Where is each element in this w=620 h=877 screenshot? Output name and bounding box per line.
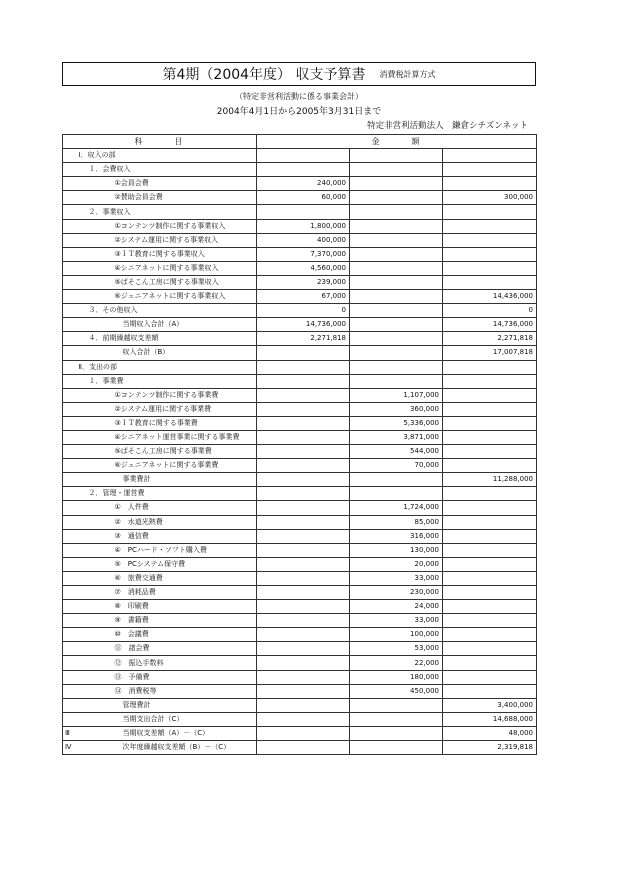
row-subject: Ⅱ．支出の部	[77, 360, 257, 374]
accounting-note: （特定非営利活動に係る事業会計）	[235, 92, 363, 101]
row-subject: ③ＩＴ教育に関する事業収入	[77, 247, 257, 261]
row-subject: 次年度繰越収支差額（B）－（C）	[77, 741, 257, 755]
amount-col-a	[257, 614, 350, 628]
row-section-number	[63, 416, 77, 430]
amount-col-b: 130,000	[350, 543, 443, 557]
amount-col-b	[350, 741, 443, 755]
row-section-number	[63, 304, 77, 318]
table-row	[63, 628, 537, 642]
table-row	[63, 332, 537, 346]
amount-col-a: 240,000	[257, 177, 350, 191]
table-row	[63, 698, 537, 712]
organization-name: 特定非営利活動法人 鎌倉シチズンネット	[367, 121, 528, 131]
amount-col-b	[350, 360, 443, 374]
row-section-number	[63, 628, 77, 642]
row-subject: ３．その他収入	[77, 304, 257, 318]
row-section-number	[63, 684, 77, 698]
row-section-number	[63, 501, 77, 515]
amount-col-c	[443, 247, 537, 261]
row-subject: ⑨ 書籍費	[77, 614, 257, 628]
row-subject: ④シニアネット運営事業に関する事業費	[77, 430, 257, 444]
row-section-number	[63, 712, 77, 726]
row-section-number: Ⅲ	[63, 726, 77, 740]
amount-col-c	[443, 543, 537, 557]
row-section-number	[63, 177, 77, 191]
amount-col-c	[443, 416, 537, 430]
row-subject: ⑫ 振込手数料	[77, 656, 257, 670]
row-subject: ⑥ジュニアネットに関する事業費	[77, 459, 257, 473]
amount-col-a	[257, 205, 350, 219]
amount-col-a	[257, 515, 350, 529]
row-section-number	[63, 290, 77, 304]
amount-col-a	[257, 430, 350, 444]
amount-col-a: 60,000	[257, 191, 350, 205]
budget-table-body	[63, 135, 537, 755]
amount-col-c: 0	[443, 304, 537, 318]
amount-col-a	[257, 501, 350, 515]
table-row	[63, 571, 537, 585]
table-row	[63, 600, 537, 614]
table-row	[63, 247, 537, 261]
row-section-number	[63, 487, 77, 501]
amount-col-b	[350, 290, 443, 304]
amount-col-b: 3,871,000	[350, 430, 443, 444]
row-subject: ⑧ 印刷費	[77, 600, 257, 614]
row-subject: ⑩ 会議費	[77, 628, 257, 642]
amount-col-c: 17,007,818	[443, 346, 537, 360]
table-row	[63, 515, 537, 529]
amount-col-b	[350, 726, 443, 740]
table-row	[63, 656, 537, 670]
row-subject: ⑥ 旅費交通費	[77, 571, 257, 585]
row-section-number	[63, 374, 77, 388]
row-section-number	[63, 571, 77, 585]
amount-col-b	[350, 487, 443, 501]
row-section-number	[63, 388, 77, 402]
amount-col-b	[350, 261, 443, 275]
row-subject: ２．事業収入	[77, 205, 257, 219]
amount-col-c: 14,688,000	[443, 712, 537, 726]
table-row	[63, 290, 537, 304]
table-row	[63, 586, 537, 600]
amount-col-c: 300,000	[443, 191, 537, 205]
amount-col-b	[350, 247, 443, 261]
amount-col-a: 14,736,000	[257, 318, 350, 332]
row-subject: ③ＩＴ教育に関する事業費	[77, 416, 257, 430]
document-subtitle: 消費税計算方式	[379, 69, 436, 79]
row-subject: ⑦ 消耗品費	[77, 586, 257, 600]
amount-col-c	[443, 557, 537, 571]
amount-col-a: 400,000	[257, 233, 350, 247]
amount-col-b: 85,000	[350, 515, 443, 529]
amount-col-c: 3,400,000	[443, 698, 537, 712]
row-subject: １．事業費	[77, 374, 257, 388]
amount-col-a	[257, 149, 350, 163]
amount-col-b	[350, 712, 443, 726]
amount-col-b	[350, 149, 443, 163]
amount-col-a	[257, 416, 350, 430]
amount-col-b	[350, 374, 443, 388]
amount-col-a	[257, 670, 350, 684]
amount-column-header: 金 額	[257, 135, 537, 149]
row-section-number	[63, 529, 77, 543]
amount-col-c	[443, 614, 537, 628]
amount-col-c	[443, 656, 537, 670]
amount-col-c	[443, 571, 537, 585]
amount-col-c	[443, 275, 537, 289]
table-row	[63, 205, 537, 219]
amount-col-a	[257, 487, 350, 501]
row-section-number	[63, 614, 77, 628]
row-subject: ④シニアネットに関する事業収入	[77, 261, 257, 275]
table-row	[63, 360, 537, 374]
amount-col-b: 230,000	[350, 586, 443, 600]
amount-col-a	[257, 360, 350, 374]
table-row	[63, 219, 537, 233]
row-subject: ② 水道光熱費	[77, 515, 257, 529]
row-section-number	[63, 473, 77, 487]
table-row	[63, 318, 537, 332]
amount-col-c: 11,288,000	[443, 473, 537, 487]
row-subject: 管理費計	[77, 698, 257, 712]
amount-col-b	[350, 177, 443, 191]
amount-col-b	[350, 233, 443, 247]
row-subject: ①会員会費	[77, 177, 257, 191]
amount-col-a: 67,000	[257, 290, 350, 304]
amount-col-a	[257, 557, 350, 571]
amount-col-a: 7,370,000	[257, 247, 350, 261]
row-subject: ③ 通信費	[77, 529, 257, 543]
amount-col-a	[257, 571, 350, 585]
amount-col-a: 1,800,000	[257, 219, 350, 233]
amount-col-b: 5,336,000	[350, 416, 443, 430]
amount-col-c: 2,319,818	[443, 741, 537, 755]
amount-col-b	[350, 318, 443, 332]
table-row	[63, 445, 537, 459]
amount-col-a	[257, 741, 350, 755]
row-subject: ①コンテンツ制作に関する事業費	[77, 388, 257, 402]
amount-col-b	[350, 304, 443, 318]
amount-col-c	[443, 261, 537, 275]
amount-col-a: 4,560,000	[257, 261, 350, 275]
amount-col-b: 100,000	[350, 628, 443, 642]
amount-col-c	[443, 219, 537, 233]
amount-col-c	[443, 684, 537, 698]
amount-col-b	[350, 275, 443, 289]
amount-col-c	[443, 388, 537, 402]
table-row	[63, 529, 537, 543]
row-subject: 事業費計	[77, 473, 257, 487]
amount-col-b: 450,000	[350, 684, 443, 698]
amount-col-b	[350, 219, 443, 233]
amount-col-c	[443, 163, 537, 177]
amount-col-c	[443, 501, 537, 515]
row-section-number	[63, 205, 77, 219]
subject-column-header: 科 目	[63, 135, 257, 149]
amount-col-a	[257, 600, 350, 614]
amount-col-c	[443, 205, 537, 219]
amount-col-a	[257, 726, 350, 740]
table-row	[63, 642, 537, 656]
amount-col-a: 2,271,818	[257, 332, 350, 346]
row-section-number	[63, 332, 77, 346]
row-subject: ⑤ぱそこん工房に関する事業収入	[77, 275, 257, 289]
row-subject: １．会費収入	[77, 163, 257, 177]
table-header-row	[63, 135, 537, 149]
row-subject: Ⅰ．収入の部	[77, 149, 257, 163]
table-row	[63, 473, 537, 487]
amount-col-a	[257, 473, 350, 487]
row-subject: ②システム運用に関する事業収入	[77, 233, 257, 247]
amount-col-a	[257, 586, 350, 600]
amount-col-c	[443, 402, 537, 416]
row-subject: ⑬ 予備費	[77, 670, 257, 684]
table-row	[63, 177, 537, 191]
row-section-number	[63, 670, 77, 684]
row-section-number	[63, 149, 77, 163]
amount-col-c	[443, 586, 537, 600]
fiscal-period: 2004年4月1日から2005年3月31日まで	[216, 107, 382, 117]
amount-col-b	[350, 473, 443, 487]
amount-col-c	[443, 374, 537, 388]
amount-col-a	[257, 712, 350, 726]
table-row	[63, 346, 537, 360]
amount-col-a: 0	[257, 304, 350, 318]
amount-col-b	[350, 332, 443, 346]
table-row	[63, 275, 537, 289]
amount-col-a	[257, 163, 350, 177]
amount-col-c	[443, 529, 537, 543]
row-subject: ②システム運用に関する事業費	[77, 402, 257, 416]
row-subject: 当期収入合計（A）	[77, 318, 257, 332]
row-subject: ⑥ジュニアネットに関する事業収入	[77, 290, 257, 304]
table-row	[63, 149, 537, 163]
row-section-number	[63, 318, 77, 332]
amount-col-c: 2,271,818	[443, 332, 537, 346]
amount-col-c	[443, 628, 537, 642]
row-section-number	[63, 557, 77, 571]
amount-col-a	[257, 684, 350, 698]
table-row	[63, 163, 537, 177]
amount-col-c	[443, 642, 537, 656]
row-section-number	[63, 346, 77, 360]
row-section-number	[63, 163, 77, 177]
amount-col-b	[350, 698, 443, 712]
amount-col-a	[257, 543, 350, 557]
amount-col-a	[257, 402, 350, 416]
row-subject: 当期収支差額（A）－（C）	[77, 726, 257, 740]
amount-col-c: 48,000	[443, 726, 537, 740]
amount-col-c	[443, 233, 537, 247]
amount-col-b	[350, 191, 443, 205]
table-row	[63, 304, 537, 318]
amount-col-b: 180,000	[350, 670, 443, 684]
row-subject: ①コンテンツ制作に関する事業収入	[77, 219, 257, 233]
table-row	[63, 684, 537, 698]
amount-col-c	[443, 670, 537, 684]
row-subject: ① 人件費	[77, 501, 257, 515]
amount-col-c: 14,736,000	[443, 318, 537, 332]
row-section-number	[63, 261, 77, 275]
row-section-number	[63, 233, 77, 247]
table-row	[63, 501, 537, 515]
table-row	[63, 416, 537, 430]
row-subject: ⑪ 諸会費	[77, 642, 257, 656]
row-subject: ⑤ぱそこん工房に関する事業費	[77, 445, 257, 459]
row-subject: ②賛助会員会費	[77, 191, 257, 205]
row-section-number	[63, 515, 77, 529]
row-subject: 当期支出合計（C）	[77, 712, 257, 726]
row-section-number	[63, 360, 77, 374]
table-row	[63, 233, 537, 247]
amount-col-b: 544,000	[350, 445, 443, 459]
row-section-number	[63, 600, 77, 614]
amount-col-b: 20,000	[350, 557, 443, 571]
amount-col-a	[257, 388, 350, 402]
amount-col-a	[257, 445, 350, 459]
amount-col-b: 316,000	[350, 529, 443, 543]
amount-col-a	[257, 459, 350, 473]
row-section-number	[63, 191, 77, 205]
table-row	[63, 712, 537, 726]
row-section-number	[63, 459, 77, 473]
amount-col-b: 1,724,000	[350, 501, 443, 515]
row-subject: ２．管理・運営費	[77, 487, 257, 501]
amount-col-b: 360,000	[350, 402, 443, 416]
table-row	[63, 388, 537, 402]
row-section-number	[63, 430, 77, 444]
row-section-number	[63, 402, 77, 416]
amount-col-a	[257, 374, 350, 388]
row-subject: ４．前期繰越収支差額	[77, 332, 257, 346]
row-section-number: Ⅳ	[63, 741, 77, 755]
amount-col-c	[443, 515, 537, 529]
table-row	[63, 670, 537, 684]
row-section-number	[63, 642, 77, 656]
row-subject: ④ PCハード・ソフト購入費	[77, 543, 257, 557]
table-row	[63, 557, 537, 571]
row-section-number	[63, 445, 77, 459]
table-row	[63, 402, 537, 416]
amount-col-c	[443, 600, 537, 614]
amount-col-a	[257, 346, 350, 360]
table-row	[63, 191, 537, 205]
document-title: 第4期（2004年度） 収支予算書	[162, 67, 366, 83]
amount-col-b	[350, 346, 443, 360]
amount-col-b	[350, 163, 443, 177]
amount-col-b: 22,000	[350, 656, 443, 670]
amount-col-c	[443, 445, 537, 459]
document-title-box	[62, 62, 536, 86]
amount-col-b: 33,000	[350, 614, 443, 628]
table-row	[63, 487, 537, 501]
table-row	[63, 543, 537, 557]
amount-col-b: 70,000	[350, 459, 443, 473]
amount-col-b: 33,000	[350, 571, 443, 585]
table-row	[63, 374, 537, 388]
row-subject: 収入合計（B）	[77, 346, 257, 360]
row-section-number	[63, 543, 77, 557]
amount-col-a	[257, 529, 350, 543]
row-section-number	[63, 698, 77, 712]
amount-col-b: 53,000	[350, 642, 443, 656]
row-subject: ⑭ 消費税等	[77, 684, 257, 698]
row-subject: ⑤ PCシステム保守費	[77, 557, 257, 571]
amount-col-c	[443, 360, 537, 374]
table-row	[63, 459, 537, 473]
amount-col-c	[443, 459, 537, 473]
amount-col-a	[257, 656, 350, 670]
budget-table	[62, 134, 537, 755]
table-row	[63, 614, 537, 628]
table-row	[63, 261, 537, 275]
row-section-number	[63, 586, 77, 600]
table-row	[63, 430, 537, 444]
amount-col-c: 14,436,000	[443, 290, 537, 304]
amount-col-c	[443, 177, 537, 191]
amount-col-c	[443, 430, 537, 444]
row-section-number	[63, 275, 77, 289]
amount-col-c	[443, 149, 537, 163]
row-section-number	[63, 247, 77, 261]
amount-col-a	[257, 698, 350, 712]
row-section-number	[63, 656, 77, 670]
amount-col-b: 1,107,000	[350, 388, 443, 402]
table-row	[63, 741, 537, 755]
table-row	[63, 726, 537, 740]
amount-col-c	[443, 487, 537, 501]
row-section-number	[63, 219, 77, 233]
amount-col-b: 24,000	[350, 600, 443, 614]
amount-col-b	[350, 205, 443, 219]
amount-col-a: 239,000	[257, 275, 350, 289]
amount-col-a	[257, 642, 350, 656]
amount-col-a	[257, 628, 350, 642]
